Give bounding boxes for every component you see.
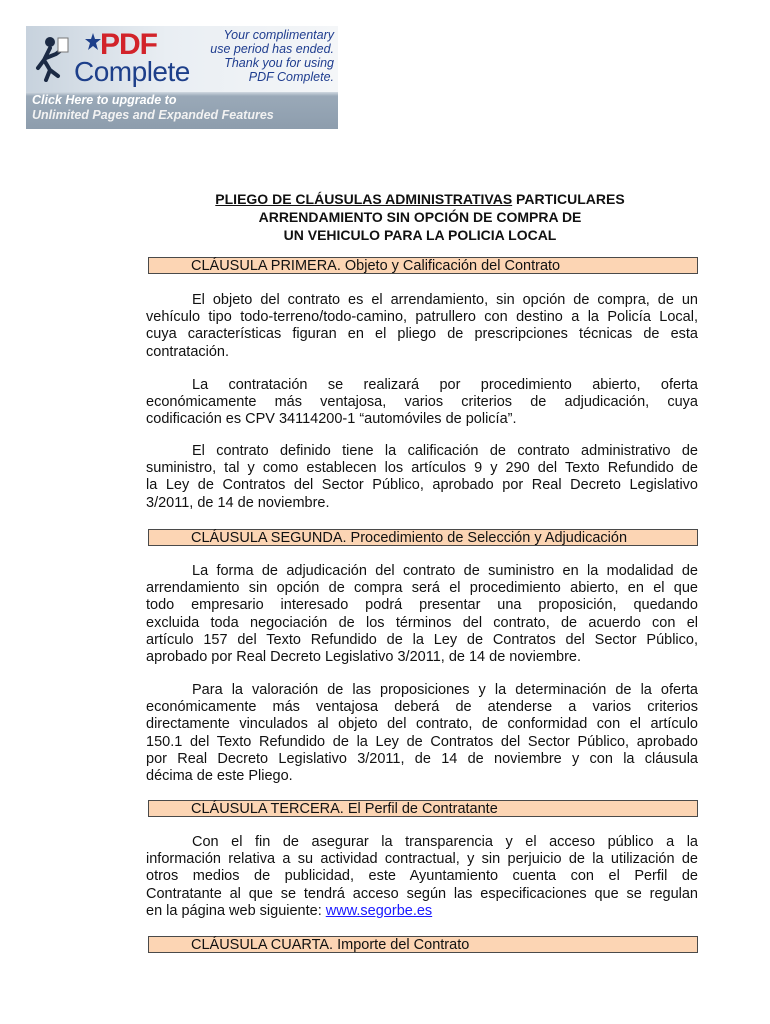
title-line-1: [140, 190, 700, 208]
text-line: [146, 903, 698, 920]
running-figure-icon: [30, 30, 70, 82]
banner-message-line: Thank you for using: [224, 56, 334, 70]
clause-1-paragraph-3: [146, 443, 698, 512]
clause-1-paragraph-2: [146, 377, 698, 429]
upgrade-link-line1[interactable]: Click Here to upgrade to: [32, 93, 177, 107]
text-line: El contrato definido tiene la calificación de contrato administrativo de: [192, 443, 698, 459]
logo-complete-text: Complete: [74, 56, 190, 87]
title-rest: PARTICULARES: [512, 191, 625, 207]
title-underlined: PLIEGO DE CLÁUSULAS ADMINISTRATIVAS: [215, 191, 513, 207]
text-line: por Real Decreto Legislativo 3/2011, de 14 de noviembre y con la cláusula: [146, 750, 698, 767]
banner-message: [194, 28, 334, 84]
text-line: Con el fin de asegurar la transparencia y el acceso público a la: [192, 834, 698, 850]
text-line: 150.1 del Texto Refundido de la Ley de Contratos del Sector Público, aprobado: [146, 733, 698, 750]
text-line: Para la valoración de las proposiciones y la determinación de la oferta: [192, 682, 698, 698]
text-line: excluida toda negociación de los términos del contrato, de acuerdo con el: [146, 614, 698, 631]
text-line: arrendamiento sin opción de compra será el procedimiento abierto, en el que: [146, 580, 698, 597]
logo-pdf-text: PDF: [100, 28, 157, 61]
text-line: otros medios de publicidad, este Ayuntamiento cuenta con el Perfil de: [146, 868, 698, 885]
text-line: contratación.: [146, 343, 230, 360]
banner-message-line: Your complimentary: [223, 28, 334, 42]
clause-2-paragraph-2: [146, 682, 698, 785]
text-line: El objeto del contrato es el arrendamiento, sin opción de compra, de un: [192, 292, 698, 308]
title-line-2: ARRENDAMIENTO SIN OPCIÓN DE COMPRA DE: [258, 209, 582, 225]
upgrade-link-line2[interactable]: Unlimited Pages and Expanded Features: [32, 108, 274, 122]
text-line: codificación es CPV 34114200-1 “automóviles de policía”.: [146, 411, 517, 428]
text-line: La forma de adjudicación del contrato de suministro en la modalidad de: [192, 563, 698, 579]
website-link[interactable]: www.segorbe.es: [325, 902, 433, 919]
document-title: [140, 190, 700, 244]
clause-2-heading: CLÁUSULA SEGUNDA. Procedimiento de Selección y Adjudicación: [148, 529, 698, 546]
title-line-3: UN VEHICULO PARA LA POLICIA LOCAL: [283, 227, 557, 243]
text-line: aprobado por Real Decreto Legislativo 3/2011, de 14 de noviembre.: [146, 649, 582, 666]
text-line: económicamente más ventajosa deberá de atenderse a varios criterios: [146, 699, 698, 716]
text-line: artículo 157 del Texto Refundido de la Ley de Contratos del Sector Público,: [146, 631, 698, 648]
text-line: económicamente más ventajosa, varios criterios de adjudicación, cuya: [146, 394, 698, 411]
text-line: suministro, tal y como establecen los artículos 9 y 290 del Texto Refundido de: [146, 460, 698, 477]
text-line: todo empresario interesado podrá presentar una proposición, quedando: [146, 597, 698, 614]
clause-3-paragraph-1: [146, 834, 698, 920]
clause-1-paragraph-1: [146, 292, 698, 361]
clause-4-heading: CLÁUSULA CUARTA. Importe del Contrato: [148, 936, 698, 953]
text-line: la Ley de Contratos del Sector Público, aprobado por Real Decreto Legislativo: [146, 477, 698, 494]
text-line: 3/2011, de 14 de noviembre.: [146, 494, 330, 511]
text-line: La contratación se realizará por procedimiento abierto, oferta: [192, 377, 698, 393]
upgrade-link[interactable]: [32, 93, 332, 123]
text-line: décima de este Pliego.: [146, 768, 293, 785]
text-line: cuya características figuran en el pliego de prescripciones técnicas de esta: [146, 326, 698, 343]
banner-message-line: use period has ended.: [210, 42, 334, 56]
text-line: información relativa a su actividad contractual, y sin perjuicio de la utilización de: [146, 851, 698, 868]
clause-1-heading: CLÁUSULA PRIMERA. Objeto y Calificación del Contrato: [148, 257, 698, 274]
banner-message-line: PDF Complete.: [248, 70, 334, 84]
text-line: vehículo tipo todo-terreno/todo-camino, patrullero con destino a la Policía Local,: [146, 309, 698, 326]
link-prefix: en la página web siguiente:: [146, 902, 326, 919]
clause-2-paragraph-1: [146, 563, 698, 666]
clause-3-heading: CLÁUSULA TERCERA. El Perfil de Contratante: [148, 800, 698, 817]
pdf-complete-banner[interactable]: [26, 26, 338, 129]
text-line: directamente vinculados al objeto del contrato, de conformidad con el artículo: [146, 716, 698, 733]
text-line: Contratante al que se tendrá acceso según las especificaciones que se regulan: [146, 885, 698, 902]
